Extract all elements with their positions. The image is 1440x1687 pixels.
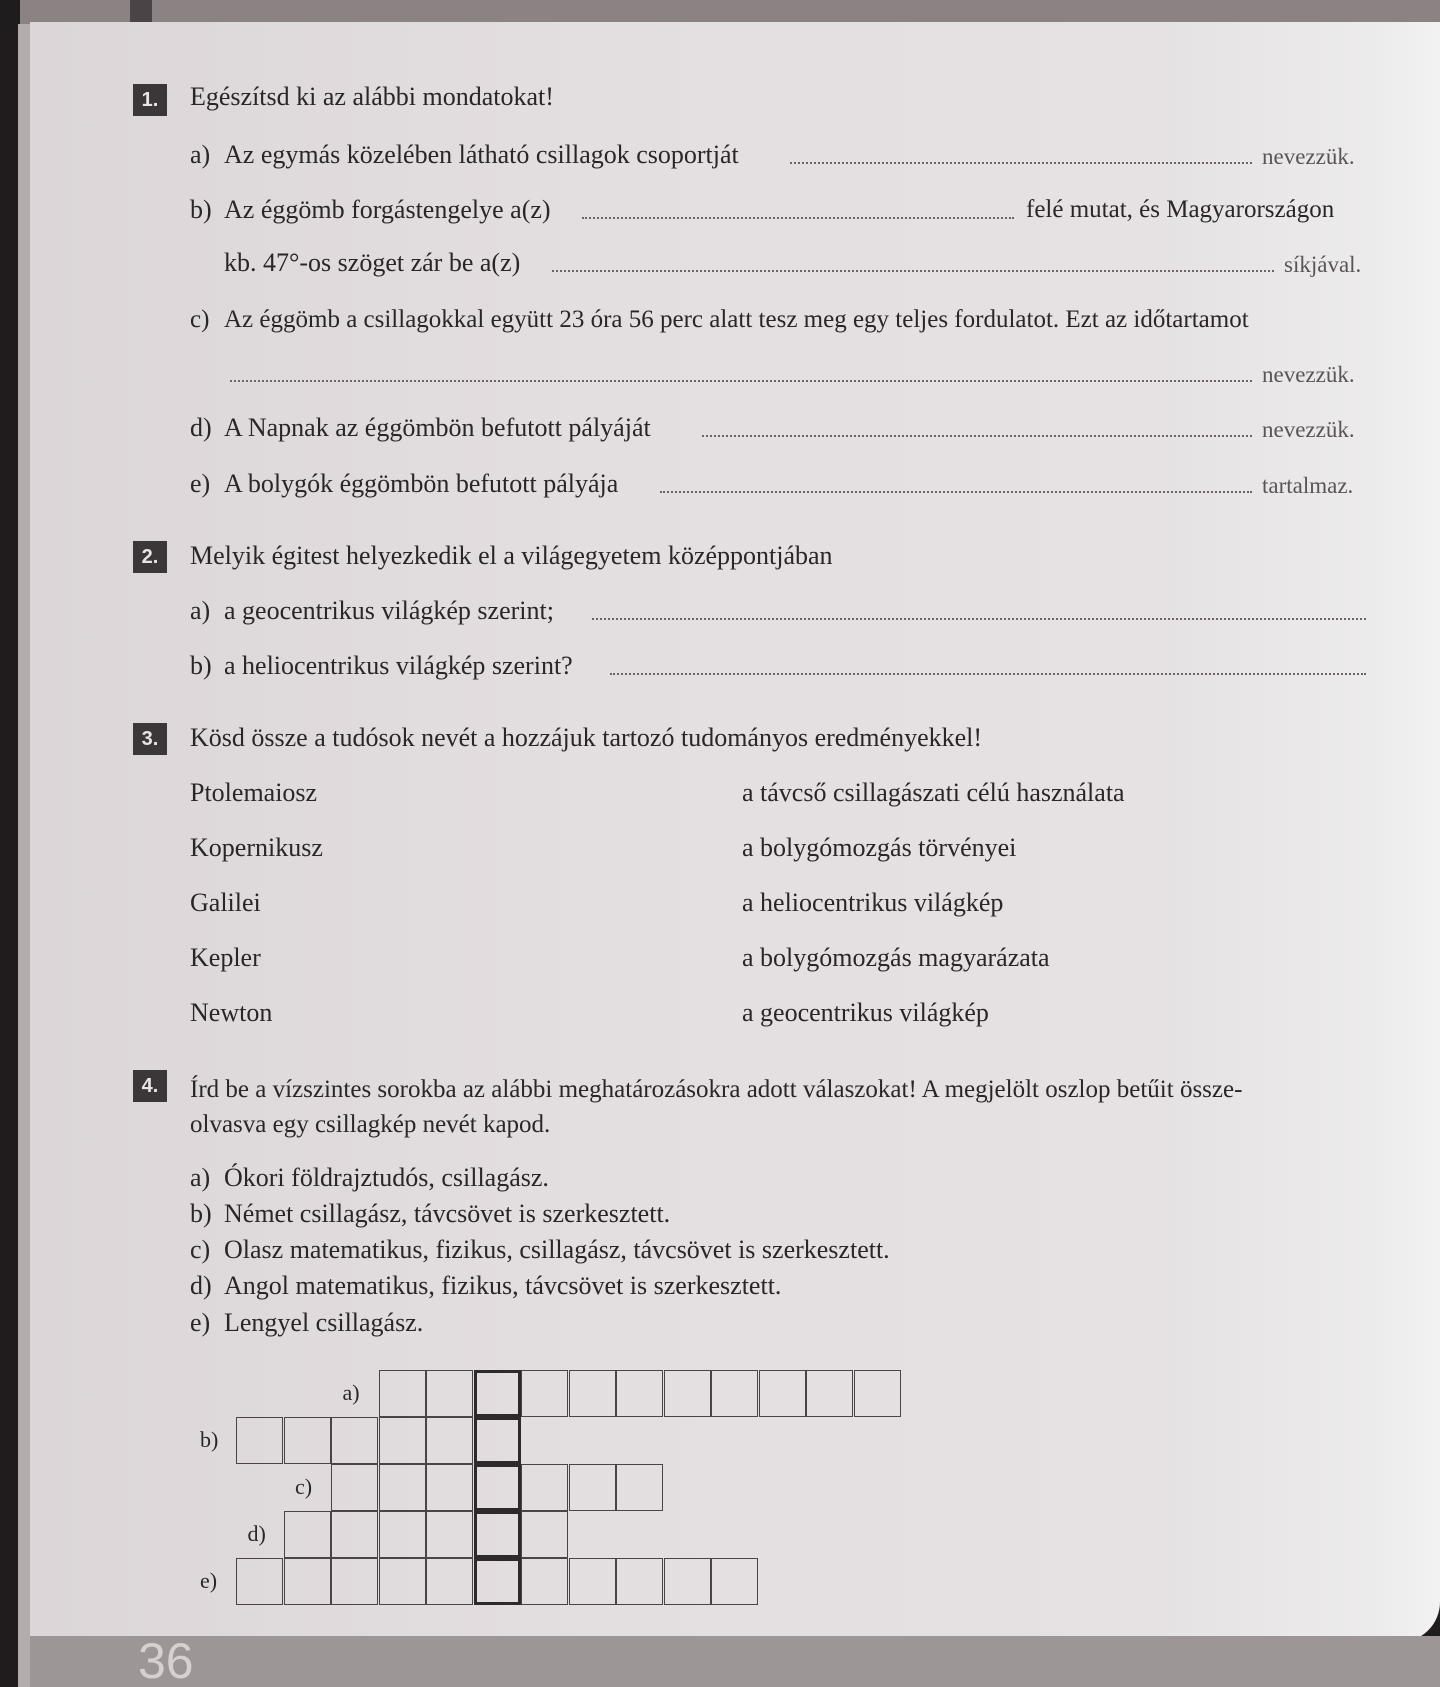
clue-d	[190, 1271, 781, 1301]
background-top-edge	[20, 0, 1440, 24]
item-suffix: nevezzük.	[1262, 144, 1355, 169]
crossword-cell[interactable]	[426, 1417, 473, 1464]
scientist-name[interactable]: Ptolemaiosz	[190, 778, 318, 807]
crossword-cell[interactable]	[379, 1417, 426, 1464]
scientist-name[interactable]: Galilei	[190, 888, 261, 917]
clue-text: Ókori földrajztudós, csillagász.	[224, 1163, 549, 1192]
task1-item-a	[190, 140, 739, 170]
task-title: Egészítsd ki az alábbi mondatokat!	[190, 82, 554, 111]
crossword-row-label: e)	[200, 1568, 218, 1593]
crossword-cell[interactable]	[521, 1511, 568, 1558]
crossword-cell[interactable]	[521, 1370, 568, 1417]
item-label: b)	[190, 195, 212, 224]
crossword-cell[interactable]	[379, 1558, 426, 1605]
item-suffix: síkjával.	[1284, 252, 1362, 277]
crossword-cell[interactable]	[331, 1558, 378, 1605]
item-label: e)	[190, 469, 211, 498]
crossword-cell[interactable]	[379, 1511, 426, 1558]
background-notch	[130, 0, 152, 24]
achievement[interactable]: a távcső csillagászati célú használata	[742, 778, 1125, 807]
crossword-cell[interactable]	[569, 1558, 616, 1605]
crossword-cell-highlighted[interactable]	[474, 1464, 521, 1511]
answer-blank[interactable]	[610, 671, 1366, 675]
scientist-name[interactable]: Kopernikusz	[190, 833, 323, 862]
scientist-name[interactable]: Newton	[190, 998, 273, 1027]
page-footer-band	[30, 1636, 1440, 1687]
crossword-cell[interactable]	[854, 1370, 901, 1417]
item-label: c)	[190, 306, 210, 333]
task1-item-b-cont: kb. 47°-os szöget zár be a(z)	[224, 248, 521, 277]
task1-item-b	[190, 195, 551, 225]
item-suffix: tartalmaz.	[1262, 473, 1354, 498]
item-label: d)	[190, 413, 212, 442]
clue-e	[190, 1308, 423, 1338]
achievement[interactable]: a geocentrikus világkép	[742, 998, 989, 1027]
crossword-row-label: c)	[295, 1474, 313, 1499]
answer-blank[interactable]	[790, 160, 1252, 164]
crossword-cell[interactable]	[616, 1370, 663, 1417]
crossword-row-label: d)	[247, 1521, 266, 1546]
answer-blank[interactable]	[702, 433, 1252, 437]
task-title-line1: Írd be a vízszintes sorokba az alábbi meghatározásokra adott válaszokat! A megjelölt oszlop betűit össze-	[190, 1076, 1243, 1103]
task-number-badge: 4.	[133, 1070, 167, 1102]
crossword-cell[interactable]	[521, 1464, 568, 1511]
answer-blank[interactable]	[592, 616, 1366, 620]
item-text: a geocentrikus világkép szerint;	[224, 596, 554, 625]
task-title-line2: olvasva egy csillagkép nevét kapod.	[190, 1111, 551, 1138]
crossword-cell[interactable]	[664, 1370, 711, 1417]
crossword-cell[interactable]	[331, 1417, 378, 1464]
item-suffix: felé mutat, és Magyarországon	[1026, 196, 1335, 223]
crossword-cell[interactable]	[759, 1370, 806, 1417]
crossword-cell[interactable]	[379, 1370, 426, 1417]
crossword-cell[interactable]	[284, 1417, 331, 1464]
crossword-cell[interactable]	[426, 1464, 473, 1511]
task1-item-e	[190, 469, 618, 499]
page-number: 36	[138, 1636, 194, 1687]
crossword-cell[interactable]	[711, 1558, 758, 1605]
item-label: a)	[190, 596, 211, 625]
task2-item-b	[190, 651, 573, 681]
clue-b	[190, 1199, 670, 1229]
item-suffix: nevezzük.	[1262, 362, 1355, 387]
item-suffix: nevezzük.	[1262, 417, 1355, 442]
achievement[interactable]: a bolygómozgás törvényei	[742, 833, 1017, 862]
crossword-cell[interactable]	[236, 1558, 283, 1605]
clue-text: Angol matematikus, fizikus, távcsövet is szerkesztett.	[224, 1271, 782, 1300]
clue-c	[190, 1235, 890, 1265]
answer-blank[interactable]	[230, 378, 1252, 382]
item-text: A Napnak az éggömbön befutott pályáját	[224, 413, 651, 442]
task1-item-c	[190, 305, 1249, 335]
task-number-badge: 1.	[133, 84, 167, 116]
item-text: A bolygók éggömbön befutott pályája	[224, 469, 619, 498]
crossword-cell[interactable]	[521, 1558, 568, 1605]
item-text: Az éggömb forgástengelye a(z)	[224, 195, 551, 224]
task2-item-a	[190, 596, 554, 626]
item-label: a)	[190, 140, 211, 169]
item-text: Az egymás közelében látható csillagok csoportját	[224, 140, 739, 169]
crossword-cell[interactable]	[806, 1370, 853, 1417]
task1-item-d	[190, 413, 651, 443]
crossword-cell[interactable]	[616, 1558, 663, 1605]
crossword-cell[interactable]	[569, 1370, 616, 1417]
crossword-row-label: a)	[342, 1380, 360, 1405]
clue-label: a)	[190, 1163, 211, 1192]
task-title: Melyik égitest helyezkedik el a világegyetem középpontjában	[190, 541, 833, 570]
scientist-name[interactable]: Kepler	[190, 943, 261, 972]
item-label: b)	[190, 651, 212, 680]
task-title: Kösd össze a tudósok nevét a hozzájuk tartozó tudományos eredményekkel!	[190, 723, 983, 752]
clue-label: b)	[190, 1199, 212, 1228]
crossword-cell[interactable]	[616, 1464, 663, 1511]
clue-text: Olasz matematikus, fizikus, csillagász, távcsövet is szerkesztett.	[224, 1235, 890, 1264]
achievement[interactable]: a bolygómozgás magyarázata	[742, 943, 1050, 972]
crossword-cell-highlighted[interactable]	[474, 1370, 521, 1417]
crossword-cell[interactable]	[236, 1417, 283, 1464]
clue-text: Lengyel csillagász.	[224, 1308, 424, 1337]
crossword-row-label: b)	[200, 1427, 219, 1452]
crossword-cell[interactable]	[284, 1511, 331, 1558]
crossword-cell-highlighted[interactable]	[474, 1511, 521, 1558]
crossword-cell[interactable]	[331, 1511, 378, 1558]
answer-blank[interactable]	[660, 489, 1252, 493]
crossword-cell[interactable]	[569, 1464, 616, 1511]
item-text: Az éggömb a csillagokkal együtt 23 óra 56 perc alatt tesz meg egy teljes fordulatot. Ezt az időtartamot	[224, 306, 1249, 333]
crossword-cell[interactable]	[331, 1464, 378, 1511]
clue-label: e)	[190, 1308, 211, 1337]
clue-label: c)	[190, 1235, 211, 1264]
crossword-cell[interactable]	[711, 1370, 758, 1417]
item-text: a heliocentrikus világkép szerint?	[224, 651, 573, 680]
clue-text: Német csillagász, távcsövet is szerkesztett.	[224, 1199, 671, 1228]
crossword-cell-highlighted[interactable]	[474, 1558, 521, 1605]
crossword-cell[interactable]	[426, 1511, 473, 1558]
crossword-cell[interactable]	[426, 1558, 473, 1605]
task-number-badge: 3.	[133, 723, 167, 755]
crossword-cell[interactable]	[426, 1370, 473, 1417]
answer-blank[interactable]	[552, 268, 1274, 272]
crossword-cell[interactable]	[379, 1464, 426, 1511]
clue-label: d)	[190, 1271, 212, 1300]
task-number-badge: 2.	[133, 541, 167, 573]
crossword-cell[interactable]	[284, 1558, 331, 1605]
crossword-cell-highlighted[interactable]	[474, 1417, 521, 1464]
achievement[interactable]: a heliocentrikus világkép	[742, 888, 1004, 917]
answer-blank[interactable]	[582, 215, 1014, 219]
clue-a	[190, 1163, 549, 1193]
crossword-cell[interactable]	[664, 1558, 711, 1605]
